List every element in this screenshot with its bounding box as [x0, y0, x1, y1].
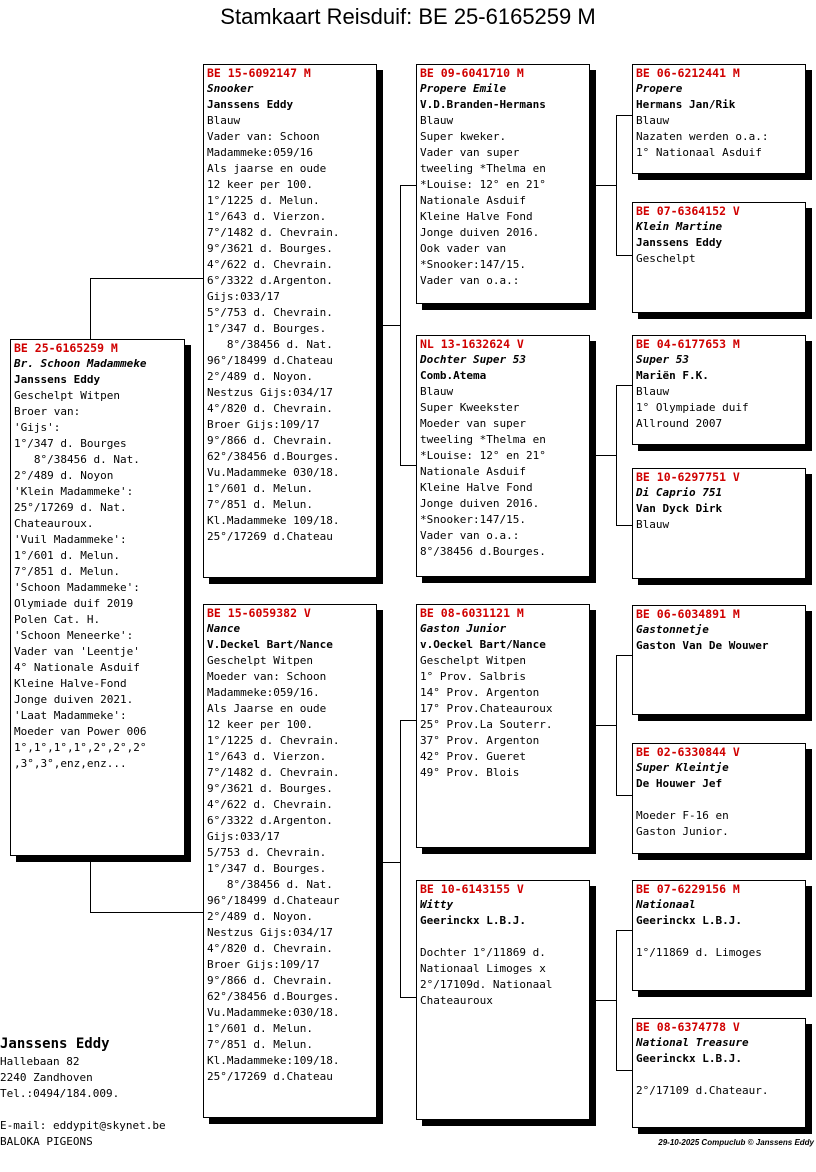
card-text-line: 8°/38456 d. Nat.	[207, 338, 333, 351]
card-text-line: Vader van 'Leentje'	[14, 645, 140, 658]
connector	[616, 655, 617, 795]
ring-number: BE 06-6034891 M	[636, 607, 740, 621]
card-text-line: 1°,1°,1°,1°,2°,2°,2°	[14, 741, 147, 754]
owner-email: E-mail: eddypit@skynet.be	[0, 1119, 166, 1132]
card-text-line: Olymiade duif 2019	[14, 597, 134, 610]
card-text-line: Nationaal Limoges x	[420, 962, 546, 975]
card-text-line: 2°/17109 d.Chateaur.	[636, 1084, 769, 1097]
card-text-line: 25°/17269 d.Chateau	[207, 530, 333, 543]
connector	[616, 255, 632, 256]
connector	[400, 185, 401, 465]
pedigree-card-father-mother	[416, 335, 590, 577]
card-text-line: 7°/1482 d. Chevrain.	[207, 226, 340, 239]
pigeon-name: Super Kleintje	[636, 761, 729, 774]
card-text-line: Geschelpt Witpen	[420, 654, 526, 667]
breeder-name: Hermans Jan/Rik	[636, 98, 736, 111]
owner-block	[0, 1034, 166, 1150]
card-text-line: 'Klein Madammeke':	[14, 485, 134, 498]
card-text-line: Vader van o.a.:	[420, 274, 520, 287]
card-text-line: Madammeke:059/16.	[207, 686, 320, 699]
card-text-line: Vu.Madammeke 030/18.	[207, 466, 340, 479]
card-text-line: 1° Nationaal Asduif	[636, 146, 762, 159]
pigeon-name: Super 53	[636, 353, 689, 366]
card-text-line: 7°/851 d. Melun.	[207, 498, 313, 511]
breeder-name: Mariën F.K.	[636, 369, 709, 382]
pedigree-card-father-father	[416, 64, 590, 304]
card-text-line: Nestzus Gijs:034/17	[207, 926, 333, 939]
card-text-line: 8°/38456 d.Bourges.	[420, 545, 546, 558]
breeder-name: Janssens Eddy	[14, 373, 101, 386]
connector	[589, 1000, 616, 1001]
owner-address-line: Hallebaan 82	[0, 1055, 80, 1068]
card-text-line: 1°/1225 d. Chevrain.	[207, 734, 340, 747]
ring-number: BE 25-6165259 M	[14, 341, 118, 355]
pigeon-name: Propere Emile	[420, 82, 507, 95]
card-text-line: 1°/643 d. Vierzon.	[207, 210, 327, 223]
pedigree-card-mother	[203, 604, 377, 1118]
pedigree-card-fff	[632, 64, 806, 174]
connector	[616, 795, 632, 796]
breeder-name: Gaston Van De Wouwer	[636, 639, 769, 652]
card-text-line: 4°/622 d. Chevrain.	[207, 798, 333, 811]
pigeon-name: Klein Martine	[636, 220, 723, 233]
card-text-line: 'Schoon Meneerke':	[14, 629, 134, 642]
card-text-line: 'Gijs':	[14, 421, 61, 434]
pigeon-name: Nance	[207, 622, 241, 635]
card-text-line: 6°/3322 d.Argenton.	[207, 274, 333, 287]
card-text-line: Dochter 1°/11869 d.	[420, 946, 546, 959]
card-text-line: Gijs:033/17	[207, 830, 280, 843]
card-text-line: 4°/622 d. Chevrain.	[207, 258, 333, 271]
card-text-line: Super kweker.	[420, 130, 507, 143]
card-text-line: tweeling *Thelma en	[420, 162, 546, 175]
card-text-line: Gaston Junior.	[636, 825, 729, 838]
breeder-name: Van Dyck Dirk	[636, 502, 723, 515]
card-text-line: 1°/347 d. Bourges.	[207, 862, 327, 875]
breeder-name: Geerinckx L.B.J.	[420, 914, 526, 927]
ring-number: BE 08-6374778 V	[636, 1020, 740, 1034]
ring-number: BE 07-6364152 V	[636, 204, 740, 218]
connector	[589, 725, 616, 726]
pedigree-card-father	[203, 64, 377, 578]
ring-number: BE 02-6330844 V	[636, 745, 740, 759]
card-text-line: Als Jaarse en oude	[207, 702, 327, 715]
card-text-line: Geschelpt Witpen	[14, 389, 120, 402]
ring-number: BE 07-6229156 M	[636, 882, 740, 896]
card-text-line: Als jaarse en oude	[207, 162, 327, 175]
card-text-line: 9°/3621 d. Bourges.	[207, 242, 333, 255]
card-text-line: Nationale Asduif	[420, 194, 526, 207]
card-text-line: 5/753 d. Chevrain.	[207, 846, 327, 859]
card-text-line: 8°/38456 d. Nat.	[14, 453, 140, 466]
card-text-line: 7°/1482 d. Chevrain.	[207, 766, 340, 779]
card-text-line: Jonge duiven 2016.	[420, 497, 540, 510]
connector	[616, 525, 632, 526]
card-text-line: 12 keer per 100.	[207, 178, 313, 191]
pedigree-card-mother-father	[416, 604, 590, 848]
card-text-line: Super Kweekster	[420, 401, 520, 414]
card-text-line: Blauw	[636, 518, 670, 531]
card-text-line: 62°/38456 d.Bourges.	[207, 450, 340, 463]
card-text-line: 1°/601 d. Melun.	[207, 482, 313, 495]
card-text-line: 96°/18499 d.Chateau	[207, 354, 333, 367]
card-text-line: 8°/38456 d. Nat.	[207, 878, 333, 891]
card-text-line: Moeder van: Schoon	[207, 670, 327, 683]
card-text-line: 2°/489 d. Noyon.	[207, 910, 313, 923]
card-text-line: Blauw	[420, 385, 454, 398]
card-text-line: 1°/601 d. Melun.	[14, 549, 120, 562]
card-text-line: Polen Cat. H.	[14, 613, 101, 626]
connector	[616, 930, 632, 931]
card-text-line: Jonge duiven 2021.	[14, 693, 134, 706]
card-text-line: Moeder van Power 006	[14, 725, 147, 738]
card-text-line: Kl.Madammeke:109/18.	[207, 1054, 340, 1067]
pedigree-card-mmf	[632, 880, 806, 991]
ring-number: BE 15-6092147 M	[207, 66, 311, 80]
card-text-line: Vader van super	[420, 146, 520, 159]
card-text-line: 7°/851 d. Melun.	[207, 1038, 313, 1051]
ring-number: BE 15-6059382 V	[207, 606, 311, 620]
pigeon-name: National Treasure	[636, 1036, 749, 1049]
card-text-line: Gijs:033/17	[207, 290, 280, 303]
ring-number: BE 09-6041710 M	[420, 66, 524, 80]
pedigree-card-mother-mother	[416, 880, 590, 1120]
card-text-line: Moeder F-16 en	[636, 809, 729, 822]
card-text-line: 49° Prov. Blois	[420, 766, 520, 779]
card-text-line: 37° Prov. Argenton	[420, 734, 540, 747]
pigeon-name: Snooker	[207, 82, 254, 95]
card-text-line: Nazaten werden o.a.:	[636, 130, 769, 143]
card-text-line: tweeling *Thelma en	[420, 433, 546, 446]
owner-club: BALOKA PIGEONS	[0, 1135, 93, 1148]
card-text-line: Jonge duiven 2016.	[420, 226, 540, 239]
card-text-line: Nationale Asduif	[420, 465, 526, 478]
card-text-line: Kleine Halve Fond	[420, 481, 533, 494]
connector	[90, 856, 91, 912]
connector	[400, 720, 401, 997]
card-text-line: 1°/1225 d. Melun.	[207, 194, 320, 207]
connector	[616, 115, 632, 116]
pigeon-name: Propere	[636, 82, 683, 95]
pedigree-card-mfm	[632, 743, 806, 854]
card-text-line: Moeder van super	[420, 417, 526, 430]
connector	[589, 185, 616, 186]
card-text-line: 62°/38456 d.Bourges.	[207, 990, 340, 1003]
card-text-line: 2°/489 d. Noyon	[14, 469, 114, 482]
card-text-line: Allround 2007	[636, 417, 723, 430]
card-text-line: Vader van: Schoon	[207, 130, 320, 143]
pedigree-card-mmm	[632, 1018, 806, 1128]
card-text-line: *Louise: 12° en 21°	[420, 449, 546, 462]
connector	[400, 465, 416, 466]
pedigree-card-mff	[632, 605, 806, 715]
card-text-line: 4°/820 d. Chevrain.	[207, 942, 333, 955]
card-text-line: Broer van:	[14, 405, 81, 418]
card-text-line: 'Vuil Madammeke':	[14, 533, 127, 546]
card-text-line: 1° Olympiade duif	[636, 401, 749, 414]
card-text-line: Nestzus Gijs:034/17	[207, 386, 333, 399]
card-text-line: 1°/643 d. Vierzon.	[207, 750, 327, 763]
card-text-line	[636, 929, 802, 945]
breeder-name: Comb.Atema	[420, 369, 487, 382]
card-text-line: 7°/851 d. Melun.	[14, 565, 120, 578]
connector	[90, 278, 91, 340]
owner-phone: Tel.:0494/184.009.	[0, 1087, 120, 1100]
card-text-line: Kleine Halve Fond	[420, 210, 533, 223]
connector	[90, 912, 204, 913]
card-text-line: 'Schoon Madammeke':	[14, 581, 140, 594]
card-text-line: 5°/753 d. Chevrain.	[207, 306, 333, 319]
breeder-name: De Houwer Jef	[636, 777, 723, 790]
card-text-line: Blauw	[420, 114, 454, 127]
card-text-line: 9°/866 d. Chevrain.	[207, 974, 333, 987]
pigeon-name: Witty	[420, 898, 454, 911]
connector	[616, 1070, 632, 1071]
breeder-name: Janssens Eddy	[207, 98, 294, 111]
card-text-line: Blauw	[207, 114, 241, 127]
breeder-name: Geerinckx L.B.J.	[636, 1052, 742, 1065]
pedigree-card-ffm	[632, 202, 806, 313]
connector	[616, 655, 632, 656]
card-text-line: Chateauroux	[420, 994, 493, 1007]
connector	[616, 385, 617, 525]
card-text-line: 25°/17269 d.Chateau	[207, 1070, 333, 1083]
card-text-line: 1°/601 d. Melun.	[207, 1022, 313, 1035]
card-text-line: Geschelpt Witpen	[207, 654, 313, 667]
card-text-line: Vu.Madammeke:030/18.	[207, 1006, 340, 1019]
card-text-line: *Snooker:147/15.	[420, 513, 526, 526]
card-text-line: Kl.Madammeke 109/18.	[207, 514, 340, 527]
connector	[400, 185, 416, 186]
connector	[400, 720, 416, 721]
owner-address-line: 2240 Zandhoven	[0, 1071, 93, 1084]
card-text-line	[636, 792, 802, 808]
card-text-line: 4°/820 d. Chevrain.	[207, 402, 333, 415]
pedigree-card-fmf	[632, 335, 806, 445]
card-text-line: 'Laat Madammeke':	[14, 709, 127, 722]
pedigree-card-subject	[10, 339, 185, 856]
breeder-name: V.D.Branden-Hermans	[420, 98, 546, 111]
card-text-line: Blauw	[636, 114, 670, 127]
card-text-line: Geschelpt	[636, 252, 696, 265]
footer-credit: 29-10-2025 Compuclub © Janssens Eddy	[658, 1138, 814, 1147]
ring-number: BE 06-6212441 M	[636, 66, 740, 80]
pedigree-card-fmm	[632, 468, 806, 579]
card-text-line: 1°/347 d. Bourges	[14, 437, 127, 450]
ring-number: NL 13-1632624 V	[420, 337, 524, 351]
owner-name: Janssens Eddy	[0, 1036, 110, 1052]
card-text-line: Chateauroux.	[14, 517, 94, 530]
breeder-name: v.Oeckel Bart/Nance	[420, 638, 546, 651]
breeder-name: Geerinckx L.B.J.	[636, 914, 742, 927]
card-text-line: *Louise: 12° en 21°	[420, 178, 546, 191]
card-text-line: Kleine Halve-Fond	[14, 677, 127, 690]
connector	[616, 930, 617, 1070]
connector	[400, 997, 416, 998]
connector	[616, 115, 617, 255]
card-text-line: Blauw	[636, 385, 670, 398]
breeder-name: Janssens Eddy	[636, 236, 723, 249]
connector	[90, 278, 204, 279]
card-text-line: 1°/11869 d. Limoges	[636, 946, 762, 959]
pigeon-name: Di Caprio 751	[636, 486, 723, 499]
ring-number: BE 04-6177653 M	[636, 337, 740, 351]
card-text-line: 9°/3621 d. Bourges.	[207, 782, 333, 795]
card-text-line: 25° Prov.La Souterr.	[420, 718, 553, 731]
card-text-line: 2°/17109d. Nationaal	[420, 978, 553, 991]
card-text-line: 9°/866 d. Chevrain.	[207, 434, 333, 447]
page-title: Stamkaart Reisduif: BE 25-6165259 M	[220, 4, 596, 29]
ring-number: BE 10-6297751 V	[636, 470, 740, 484]
connector	[589, 455, 616, 456]
card-text-line: 1°/347 d. Bourges.	[207, 322, 327, 335]
connector	[376, 325, 400, 326]
breeder-name: V.Deckel Bart/Nance	[207, 638, 333, 651]
card-text-line: *Snooker:147/15.	[420, 258, 526, 271]
card-text-line: Broer Gijs:109/17	[207, 958, 320, 971]
card-text-line: 96°/18499 d.Chateaur	[207, 894, 340, 907]
card-text-line: Vader van o.a.:	[420, 529, 520, 542]
card-text-line: 12 keer per 100.	[207, 718, 313, 731]
card-text-line: 6°/3322 d.Argenton.	[207, 814, 333, 827]
card-text-line: 1° Prov. Salbris	[420, 670, 526, 683]
pigeon-name: Dochter Super 53	[420, 353, 526, 366]
ring-number: BE 08-6031121 M	[420, 606, 524, 620]
ring-number: BE 10-6143155 V	[420, 882, 524, 896]
card-text-line: 42° Prov. Gueret	[420, 750, 526, 763]
card-text-line	[636, 1067, 802, 1083]
pigeon-name: Gaston Junior	[420, 622, 507, 635]
card-text-line: 4° Nationale Asduif	[14, 661, 140, 674]
card-text-line: Madammeke:059/16	[207, 146, 313, 159]
card-text-line: Broer Gijs:109/17	[207, 418, 320, 431]
card-text-line: Ook vader van	[420, 242, 507, 255]
card-text-line: 17° Prov.Chateauroux	[420, 702, 553, 715]
card-text-line: 25°/17269 d. Nat.	[14, 501, 127, 514]
pigeon-name: Gastonnetje	[636, 623, 709, 636]
connector	[616, 385, 632, 386]
card-text-line	[420, 929, 586, 945]
pigeon-name: Br. Schoon Madammeke	[14, 357, 147, 370]
pigeon-name: Nationaal	[636, 898, 696, 911]
card-text-line: 2°/489 d. Noyon.	[207, 370, 313, 383]
card-text-line: ,3°,3°,enz,enz...	[14, 757, 127, 770]
connector	[376, 862, 400, 863]
card-text-line: 14° Prov. Argenton	[420, 686, 540, 699]
